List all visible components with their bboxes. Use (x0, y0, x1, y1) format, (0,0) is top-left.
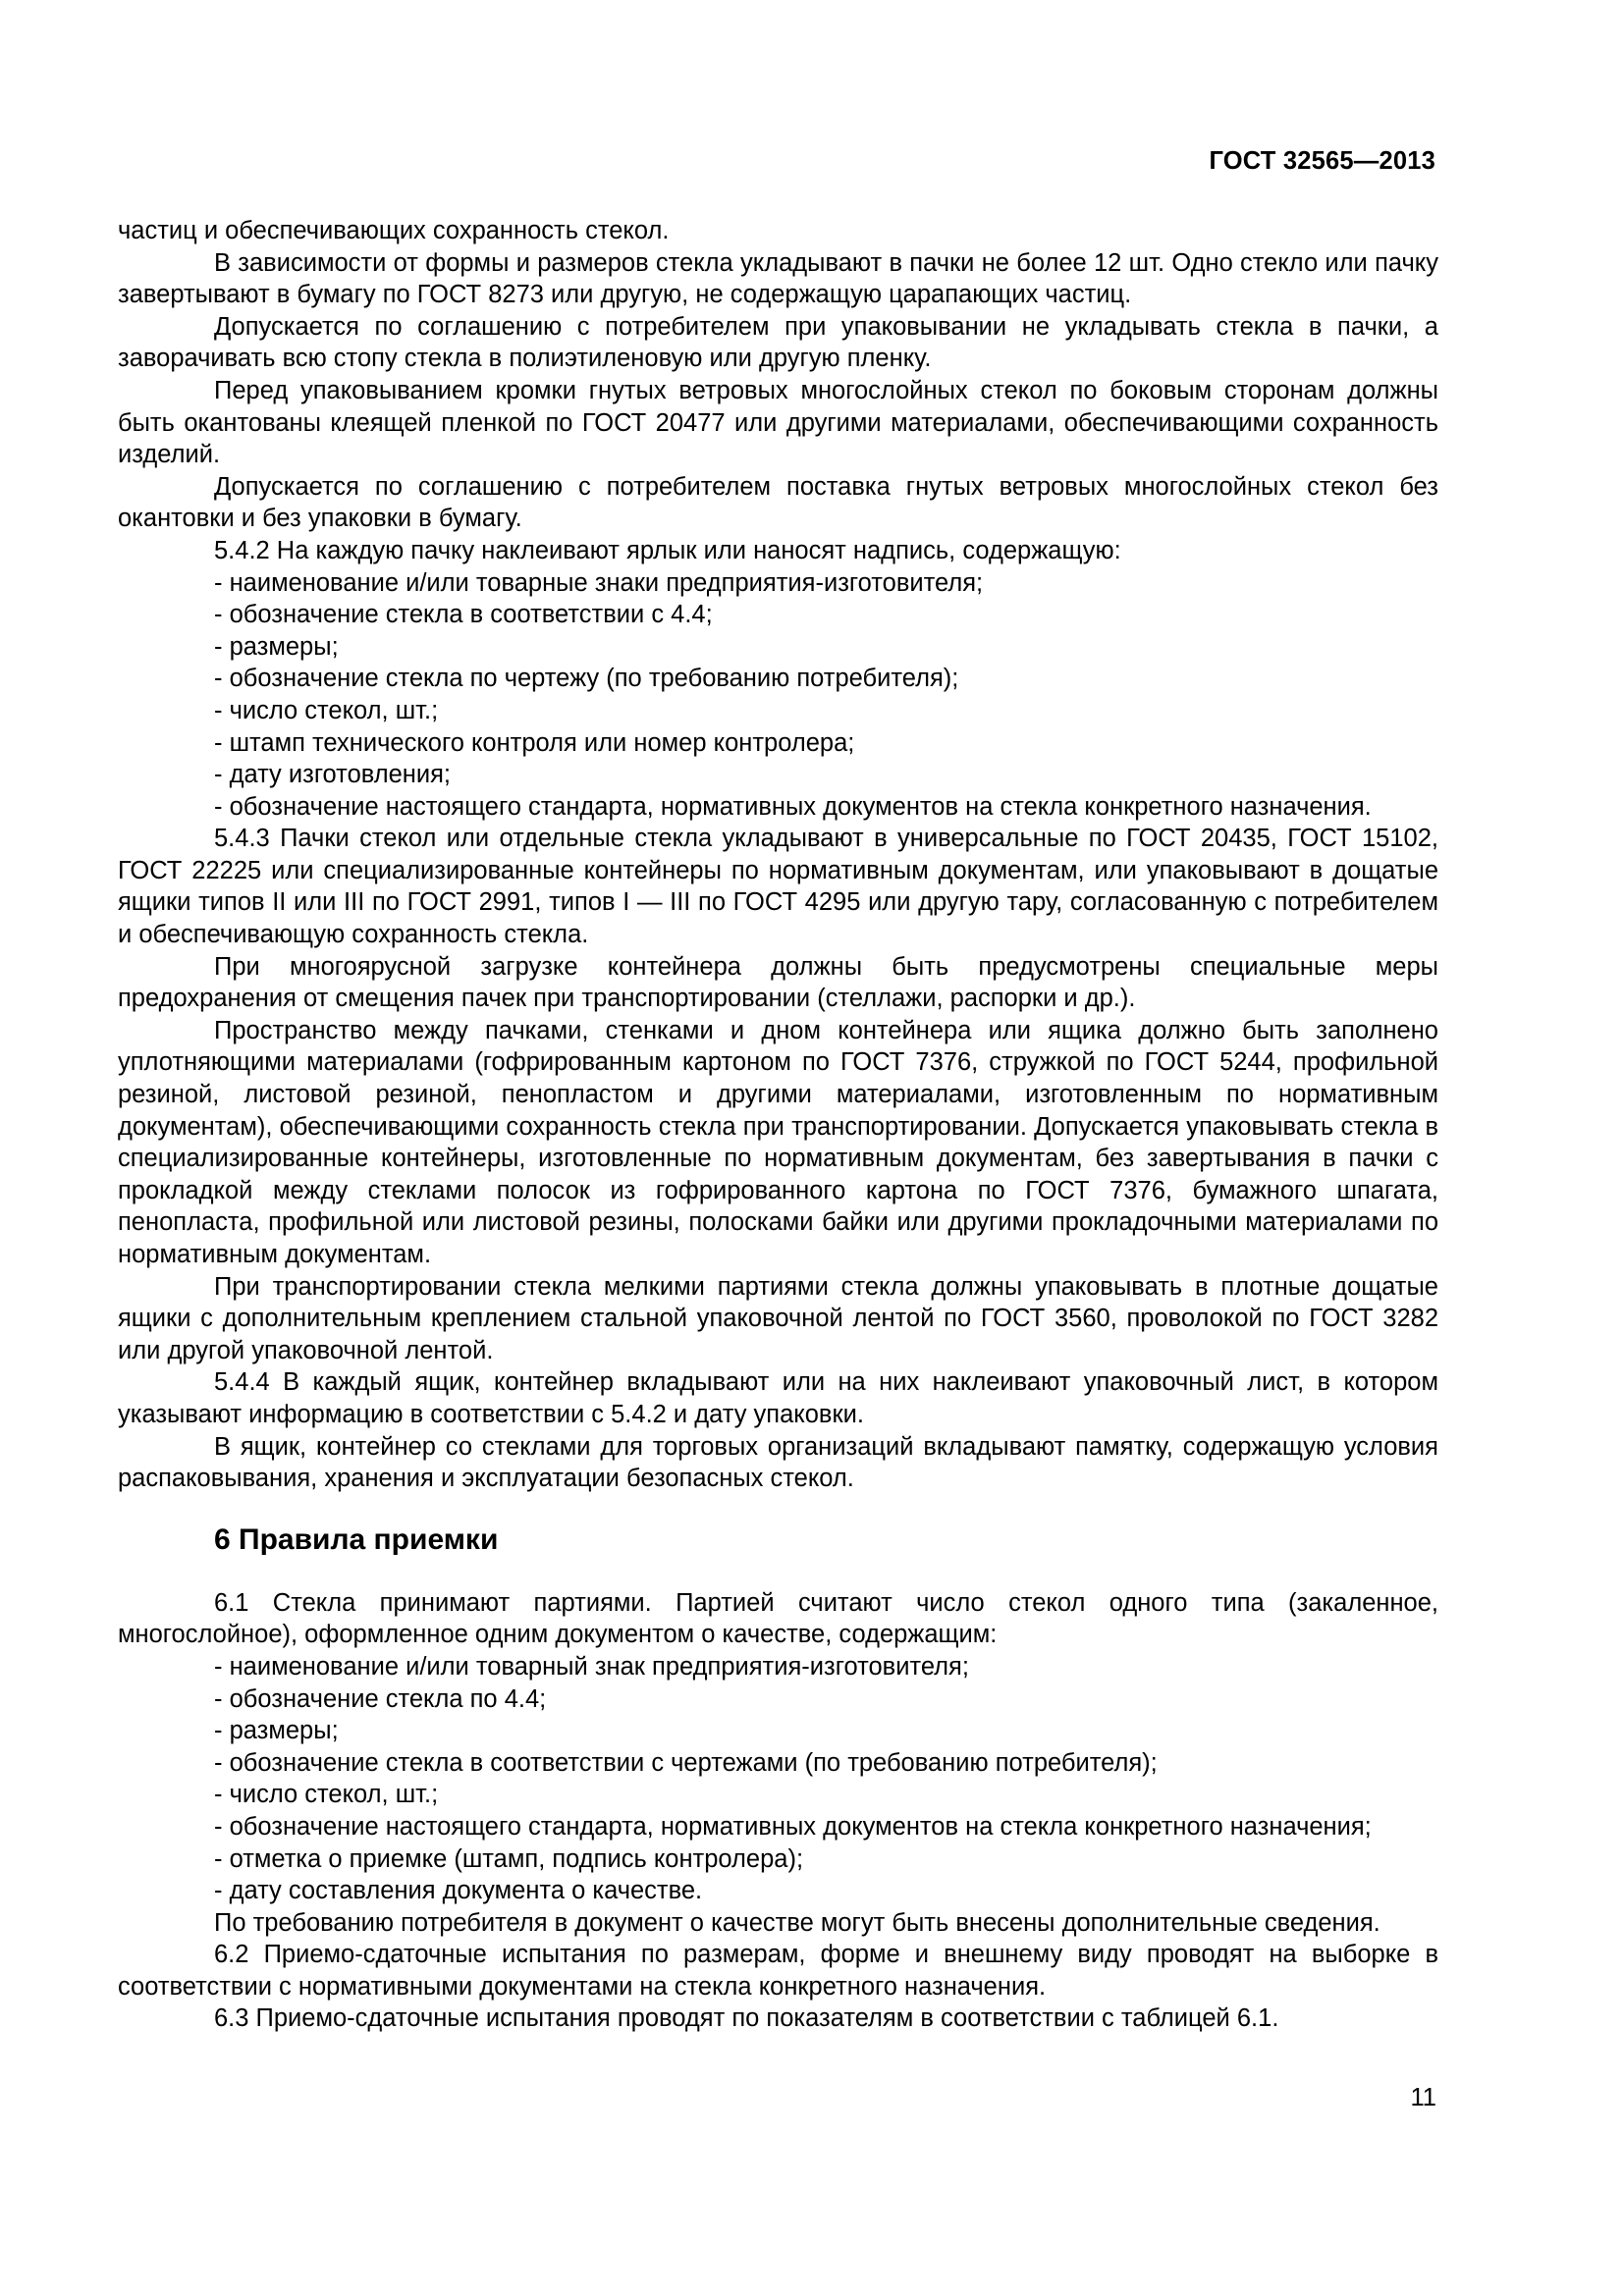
paragraph: Пространство между пачками, стенками и дном контейнера или ящика должно быть заполнено уплотняющими материалами (гофрированным картоном по ГОСТ 7376, стружкой по ГОСТ 5244, профильной резиной, листовой резиной, пенопластом и другими материалами, изготовленным по нормативным документам), обеспечивающими сохранность стекла при транспортировании. Допускается упаковывать стекла в специализированные контейнеры, изготовленные по нормативным документам, без завертывания в пачки с прокладкой между стеклами полосок из гофрированного картона по ГОСТ 7376, бумажного шпагата, пенопласта, профильной или листовой резины, полосками байки или другими прокладочными материалами по нормативным документам. (118, 1016, 1438, 1268)
list-item: - обозначение стекла по чертежу (по требованию потребителя); (214, 665, 959, 693)
list-item: - число стекол, шт.; (214, 696, 439, 724)
clause-5-4-2: 5.4.2 На каждую пачку наклеивают ярлык или наносят надпись, содержащую: (214, 536, 1121, 564)
list-item: - размеры; (214, 632, 339, 661)
list-item: - обозначение стекла по 4.4; (214, 1684, 547, 1713)
paragraph: При транспортировании стекла мелкими партиями стекла должны упаковывать в плотные дощатые ящики с дополнительным креплением стальной упаковочной лентой по ГОСТ 3560, проволокой по ГОСТ 3282 или другой упаковочной лентой. (118, 1272, 1438, 1364)
list-item: - обозначение стекла в соответствии с 4.4; (214, 601, 713, 629)
paragraph: При многоярусной загрузке контейнера должны быть предусмотрены специальные меры предохранения от смещения пачек при транспортировании (стеллажи, распорки и др.). (118, 952, 1438, 1013)
document-body (118, 215, 1438, 2035)
list-item: - наименование и/или товарный знак предприятия-изготовителя; (214, 1652, 969, 1681)
clause-5-4-4: 5.4.4 В каждый ящик, контейнер вкладывают или на них наклеивают упаковочный лист, в котором указывают информацию в соответствии с 5.4.2 и дату упаковки. (118, 1368, 1438, 1428)
document-header: ГОСТ 32565—2013 (1209, 147, 1435, 175)
page-number: 11 (1410, 2084, 1436, 2111)
list-item: - размеры; (214, 1717, 339, 1745)
paragraph: В зависимости от формы и размеров стекла укладывают в пачки не более 12 шт. Одно стекло или пачку завертывают в бумагу по ГОСТ 8273 или другую, не содержащую царапающих частиц. (118, 248, 1438, 309)
list-item: - наименование и/или товарные знаки предприятия-изготовителя; (214, 568, 984, 597)
clause-6-2: 6.2 Приемо-сдаточные испытания по размерам, форме и внешнему виду проводят на выборке в соответствии с нормативными документами на стекла конкретного назначения. (118, 1941, 1438, 2001)
list-item: - обозначение настоящего стандарта, нормативных документов на стекла конкретного назначения. (214, 792, 1372, 821)
paragraph: Допускается по соглашению с потребителем поставка гнутых ветровых многослойных стекол без окантовки и без упаковки в бумагу. (118, 472, 1438, 533)
paragraph: Перед упаковыванием кромки гнутых ветровых многослойных стекол по боковым сторонам должны быть окантованы клеящей пленкой по ГОСТ 20477 или другими материалами, обеспечивающими сохранность изделий. (118, 376, 1438, 469)
paragraph: частиц и обеспечивающих сохранность стекол. (118, 217, 670, 244)
clause-5-4-3: 5.4.3 Пачки стекол или отдельные стекла укладывают в универсальные по ГОСТ 20435, ГОСТ 15102, ГОСТ 22225 или специализированные контейнеры по нормативным документам, или упаковывают в дощатые ящики типов II или III по ГОСТ 2991, типов I — III по ГОСТ 4295 или другую тару, согласованную с потребителем и обеспечивающую сохранность стекла. (118, 825, 1438, 949)
list-item: - дату составления документа о качестве. (214, 1877, 703, 1905)
paragraph: Допускается по соглашению с потребителем при упаковывании не укладывать стекла в пачки, а заворачивать всю стопу стекла в полиэтиленовую или другую пленку. (118, 312, 1438, 373)
list-item: - отметка о приемке (штамп, подпись контролера); (214, 1844, 804, 1873)
list-item: - число стекол, шт.; (214, 1781, 439, 1809)
paragraph: В ящик, контейнер со стеклами для торговых организаций вкладывают памятку, содержащую условия распаковывания, хранения и эксплуатации безопасных стекол. (118, 1432, 1438, 1493)
list-item: - дату изготовления; (214, 761, 451, 789)
list-item: - штамп технического контроля или номер контролера; (214, 728, 855, 757)
paragraph: По требованию потребителя в документ о качестве могут быть внесены дополнительные сведения. (214, 1908, 1380, 1937)
clause-6-3: 6.3 Приемо-сдаточные испытания проводят по показателям в соответствии с таблицей 6.1. (214, 2004, 1279, 2033)
section-heading: 6 Правила приемки (214, 1522, 499, 1556)
list-item: - обозначение стекла в соответствии с чертежами (по требованию потребителя); (214, 1748, 1158, 1777)
list-item: - обозначение настоящего стандарта, нормативных документов на стекла конкретного назначения; (214, 1812, 1372, 1841)
clause-6-1: 6.1 Стекла принимают партиями. Партией считают число стекол одного типа (закаленное, многослойное), оформленное одним документом о качестве, содержащим: (118, 1588, 1438, 1649)
